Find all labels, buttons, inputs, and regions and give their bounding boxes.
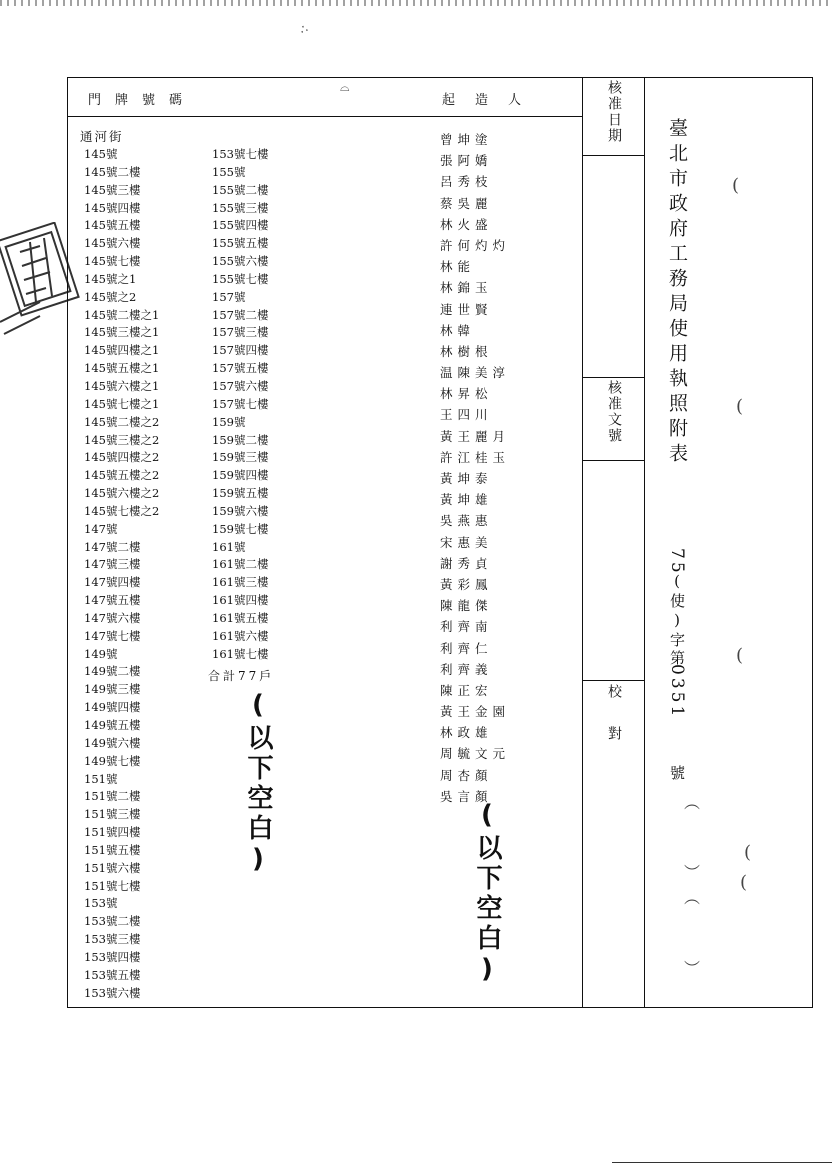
bracket-mark: ︵ [684,888,701,907]
address-item: 159號七樓 [212,521,269,536]
header-builder: 起造人 [442,93,542,108]
builder-name: 呂秀枝 [440,174,493,190]
address-item: 147號 [84,521,118,536]
address-item: 151號二樓 [84,789,141,804]
builder-name: 利齊仁 [440,640,493,656]
doc-number: 0351 [667,664,687,720]
builder-name: 宋惠美 [440,534,493,550]
address-item: 151號六樓 [84,860,141,875]
address-item: 159號三樓 [212,450,269,465]
address-item: 149號七樓 [84,753,141,768]
address-item: 145號三樓之2 [84,432,160,447]
address-item: 145號二樓之2 [84,414,160,429]
side-rule [582,680,644,681]
proofread-label: 校對 [606,684,622,768]
address-item: 151號三樓 [84,807,141,822]
builder-name: 周杏顏 [440,767,493,783]
bracket-mark: ︵ [684,793,701,812]
address-item: 151號 [84,771,118,786]
address-item: 155號三樓 [212,200,269,215]
address-item: 159號四樓 [212,468,269,483]
builder-name: 温陳美淳 [440,365,511,381]
address-item: 149號 [84,646,118,661]
builder-list [440,129,510,807]
builder-name: 林錦玉 [440,280,493,296]
address-item: 145號五樓 [84,218,141,233]
address-item: 147號六樓 [84,610,141,625]
address-item: 157號六樓 [212,378,269,393]
address-item: 153號七樓 [212,147,269,161]
bottom-rule [612,1162,832,1163]
builder-name: 吳言顏 [440,788,493,804]
address-item: 157號二樓 [212,307,269,322]
address-item: 147號二樓 [84,539,141,554]
address-item: 145號之1 [84,271,137,286]
address-item: 159號六樓 [212,503,269,518]
address-item: 145號五樓之1 [84,361,160,376]
address-item: 145號之2 [84,289,137,304]
scan-noise-strip [0,0,832,6]
address-item: 161號五樓 [212,610,269,625]
address-item: 147號四樓 [84,575,141,590]
margin-mark: ( [740,872,748,893]
builder-name: 林政雄 [440,725,493,741]
approval-date-label: 核准日期 [606,80,622,144]
side-rule [582,460,644,461]
address-item: 161號 [212,539,246,554]
address-item: 145號六樓 [84,236,141,251]
address-item: 145號七樓之1 [84,396,160,411]
address-item: 153號六樓 [84,985,141,1000]
address-item: 149號六樓 [84,735,141,750]
margin-mark: ( [736,396,744,417]
address-item: 157號五樓 [212,361,269,376]
scan-speck: ∴ [297,21,310,37]
divider-main [582,77,583,1008]
address-item: 145號四樓之2 [84,450,160,465]
address-item: 161號六樓 [212,628,269,643]
builder-name: 黃王麗月 [440,428,511,444]
scan-speck: ⌓ [340,80,350,94]
doc-type: (使)字第 [668,572,686,668]
address-item: 155號六樓 [212,254,269,269]
builder-name: 蔡吳麗 [440,195,493,211]
bracket-mark: ︶ [684,959,701,978]
address-item: 157號 [212,289,246,304]
address-item: 159號五樓 [212,486,269,501]
builder-name: 謝秀貞 [440,555,493,571]
address-item: 149號四樓 [84,700,141,715]
address-item: 153號五樓 [84,967,141,982]
side-rule [582,377,644,378]
end-mark-left: (以下空白) [243,690,273,878]
builder-name: 王四川 [440,407,493,423]
address-list-1 [84,146,159,1003]
builder-name: 陳龍傑 [440,598,493,614]
builder-name: 黃王金園 [440,704,511,720]
address-item: 145號四樓 [84,200,141,215]
address-item: 161號三樓 [212,575,269,590]
address-item: 155號 [212,164,246,179]
builder-name: 利齊南 [440,619,493,635]
street-name: 通河街 [80,129,124,144]
address-item: 161號二樓 [212,557,269,572]
builder-name: 許何灼灼 [440,237,511,253]
address-item: 147號七樓 [84,628,141,643]
margin-mark: ( [736,645,744,666]
address-item: 147號三樓 [84,557,141,572]
approval-doc-label: 核准文號 [606,380,622,444]
builder-name: 黃坤泰 [440,471,493,486]
document-title: 臺北市政府工務局使用執照附表 [666,118,688,468]
address-item: 157號三樓 [212,325,269,340]
address-item: 155號七樓 [212,271,269,286]
address-item: 149號三樓 [84,682,141,697]
address-item: 153號二樓 [84,914,141,929]
doc-year: 75 [667,548,687,576]
bracket-mark: ︶ [684,863,701,882]
household-total: 合計77戶 [208,669,275,683]
builder-name: 林能 [440,259,476,275]
header-rule [67,116,583,117]
builder-name: 林火盛 [440,216,493,232]
builder-name: 林韓 [440,322,476,338]
address-item: 149號五樓 [84,718,141,732]
builder-name: 連世賢 [440,301,493,317]
margin-mark: ( [744,842,752,863]
address-item: 145號二樓 [84,164,141,179]
address-item: 157號四樓 [212,343,269,358]
address-item: 145號三樓之1 [84,325,160,340]
builder-name: 林樹根 [440,343,493,359]
address-item: 153號四樓 [84,949,141,964]
address-item: 161號四樓 [212,593,269,608]
address-item: 145號四樓之1 [84,343,160,358]
address-item: 151號七樓 [84,878,141,893]
builder-name: 黃坤雄 [440,492,493,508]
address-item: 145號七樓之2 [84,503,160,518]
address-item: 145號五樓之2 [84,468,160,483]
address-item: 151號四樓 [84,825,141,840]
divider-side [644,77,645,1008]
header-address: 門牌號碼 [88,93,197,108]
address-item: 145號三樓 [84,182,141,197]
address-item: 155號四樓 [212,218,269,233]
builder-name: 陳正宏 [440,682,493,698]
builder-name: 許江桂玉 [440,449,511,465]
address-item: 149號二樓 [84,664,141,679]
address-item: 145號六樓之1 [84,378,160,393]
address-item: 151號五樓 [84,842,141,857]
address-item: 145號二樓之1 [84,307,160,322]
address-item: 161號七樓 [212,646,269,661]
builder-name: 利齊義 [440,661,493,677]
margin-mark: ( [732,175,740,196]
address-item: 153號 [84,896,118,911]
address-item: 159號 [212,414,246,429]
builder-name: 林昇松 [440,386,493,402]
doc-suffix: 號 [668,765,686,783]
address-item: 157號七樓 [212,396,269,411]
side-rule [582,155,644,156]
address-list-2 [212,146,268,663]
builder-name: 黃彩鳳 [440,576,493,592]
builder-name: 曾坤塗 [440,132,493,147]
address-item: 145號七樓 [84,254,141,269]
address-item: 153號三樓 [84,932,141,947]
address-item: 159號二樓 [212,432,269,447]
address-item: 155號二樓 [212,182,269,197]
builder-name: 周毓文元 [440,746,511,762]
address-item: 147號五樓 [84,593,141,608]
builder-name: 張阿嬌 [440,153,493,169]
address-item: 145號 [84,147,118,161]
address-item: 145號六樓之2 [84,486,160,501]
end-mark-right: (以下空白) [472,800,502,988]
address-item: 155號五樓 [212,236,269,251]
builder-name: 吳燕惠 [440,513,493,529]
